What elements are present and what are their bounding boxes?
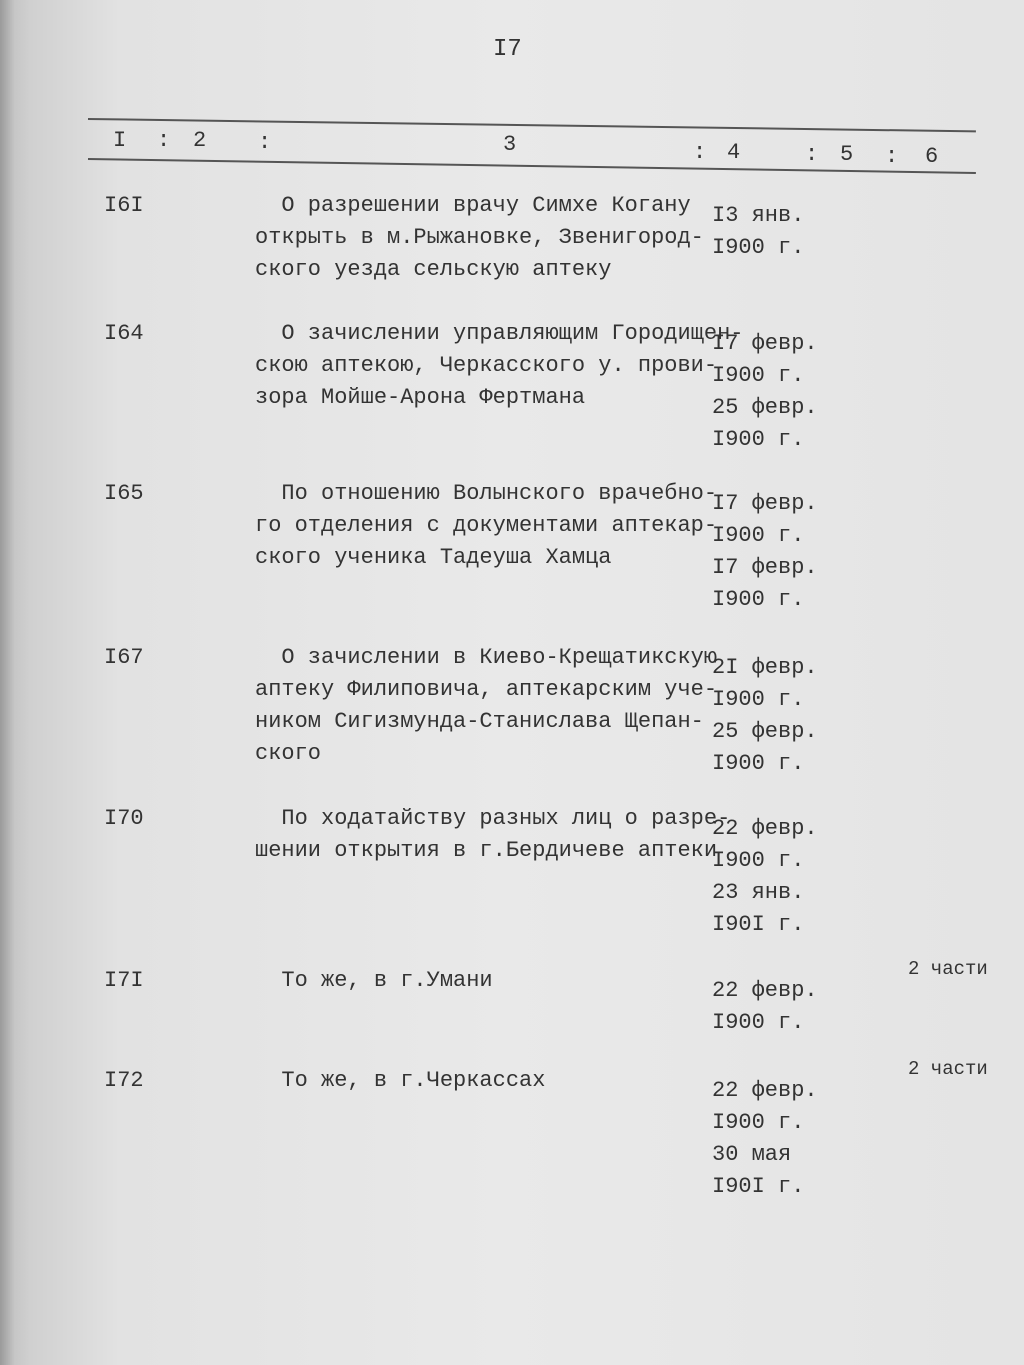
description-line: го отделения с документами аптекар- <box>255 513 718 538</box>
description-line: О зачислении управляющим Городищен- <box>255 321 744 346</box>
column-header: 5 <box>840 142 854 167</box>
description-line: ского <box>255 741 322 766</box>
column-header: I <box>113 128 127 153</box>
date-line: 22 февр. <box>712 816 818 841</box>
column-header: 6 <box>925 144 939 169</box>
entry-number: I6I <box>104 193 144 218</box>
description-line: зора Мойше-Арона Фертмана <box>255 385 586 410</box>
entry-description <box>255 190 704 286</box>
entry-dates <box>712 200 804 264</box>
description-line: О зачислении в Киево-Крещатикскую <box>255 645 718 670</box>
description-line: По отношению Волынского врачебно- <box>255 481 718 506</box>
entry-dates <box>712 975 818 1039</box>
date-line: I3 янв. <box>712 203 805 228</box>
entry-number: I65 <box>104 481 144 506</box>
column-separator: : <box>157 128 171 153</box>
entry-description <box>255 318 743 414</box>
entry-dates <box>712 652 818 780</box>
column-header: 4 <box>727 140 741 165</box>
description-line: О разрешении врачу Симхе Когану <box>255 193 691 218</box>
date-line: I7 февр. <box>712 331 818 356</box>
column-separator: : <box>805 142 819 167</box>
date-line: I900 г. <box>712 687 805 712</box>
entry-description <box>255 803 730 867</box>
page-edge <box>0 0 14 1365</box>
entry-number: I64 <box>104 321 144 346</box>
entry-parts: 2 части <box>908 958 988 980</box>
date-line: I900 г. <box>712 587 805 612</box>
header-top-rule <box>88 118 976 132</box>
date-line: 23 янв. <box>712 880 805 905</box>
description-line: скою аптекою, Черкасского у. прови- <box>255 353 718 378</box>
column-header: 2 <box>193 128 207 153</box>
entry-description <box>255 642 717 770</box>
description-line: ником Сигизмунда-Станислава Щепан- <box>255 709 704 734</box>
date-line: I900 г. <box>712 523 805 548</box>
column-header: 3 <box>503 132 517 157</box>
entry-dates <box>712 328 818 456</box>
description-line: ского уезда сельскую аптеку <box>255 257 612 282</box>
date-line: 25 февр. <box>712 395 818 420</box>
column-separator: : <box>885 144 899 169</box>
entry-number: I72 <box>104 1068 144 1093</box>
date-line: I900 г. <box>712 363 805 388</box>
date-line: I90I г. <box>712 912 805 937</box>
column-separator: : <box>693 140 707 165</box>
entry-description <box>255 478 717 574</box>
date-line: I900 г. <box>712 1110 805 1135</box>
description-line: То же, в г.Умани <box>255 968 493 993</box>
date-line: 22 февр. <box>712 978 818 1003</box>
entry-number: I70 <box>104 806 144 831</box>
column-separator: : <box>258 130 272 155</box>
description-line: То же, в г.Черкассах <box>255 1068 546 1093</box>
date-line: 22 февр. <box>712 1078 818 1103</box>
entry-dates <box>712 488 818 616</box>
entry-dates <box>712 1075 818 1203</box>
description-line: ского ученика Тадеуша Хамца <box>255 545 612 570</box>
description-line: открыть в м.Рыжановке, Звенигород- <box>255 225 704 250</box>
entry-description <box>255 965 493 997</box>
entry-parts: 2 части <box>908 1058 988 1080</box>
description-line: шении открытия в г.Бердичеве аптеки <box>255 838 718 863</box>
date-line: I7 февр. <box>712 555 818 580</box>
date-line: I900 г. <box>712 427 805 452</box>
description-line: аптеку Филиповича, аптекарским уче- <box>255 677 718 702</box>
date-line: I90I г. <box>712 1174 805 1199</box>
entry-number: I7I <box>104 968 144 993</box>
description-line: По ходатайству разных лиц о разре- <box>255 806 731 831</box>
entry-description <box>255 1065 545 1097</box>
entry-number: I67 <box>104 645 144 670</box>
entry-dates <box>712 813 818 941</box>
date-line: I900 г. <box>712 1010 805 1035</box>
date-line: I900 г. <box>712 848 805 873</box>
date-line: 25 февр. <box>712 719 818 744</box>
date-line: 2I февр. <box>712 655 818 680</box>
date-line: 30 мая <box>712 1142 792 1167</box>
date-line: I900 г. <box>712 751 805 776</box>
page-number: I7 <box>493 36 522 63</box>
date-line: I900 г. <box>712 235 805 260</box>
date-line: I7 февр. <box>712 491 818 516</box>
